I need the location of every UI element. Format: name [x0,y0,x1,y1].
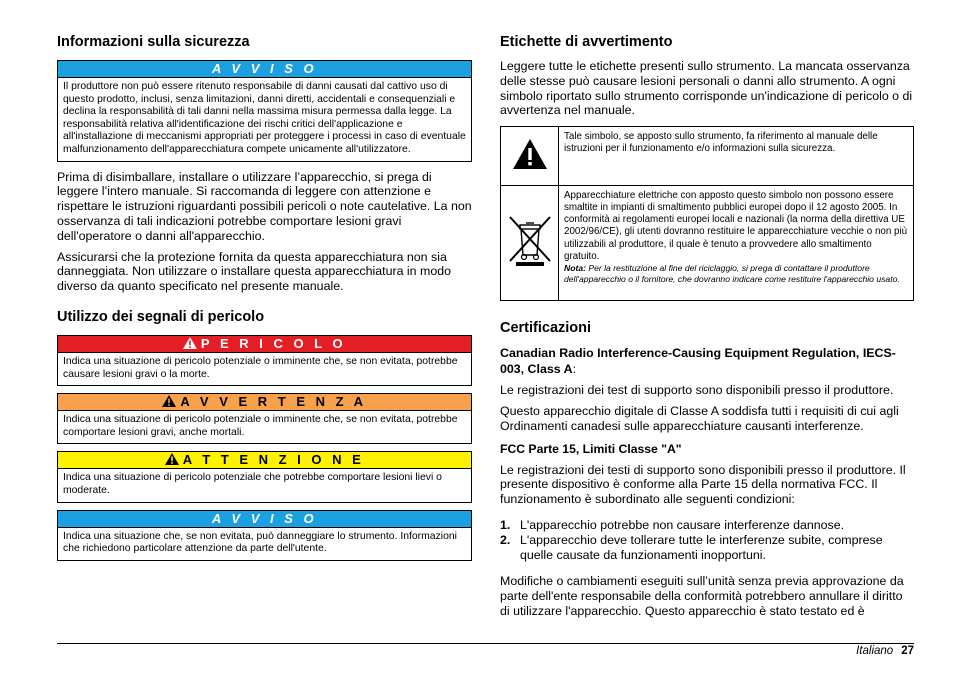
avvertenza-label: A V V E R T E N Z A [180,394,367,410]
list-item [500,533,914,563]
symbol2-text: Apparecchiature elettriche con apposto questo simbolo non possono essere smaltite in impianti di smaltimento pubblici europei dopo il 12 agosto 2005. In conformità ai regolamenti europei locali e nazionali (la norma della direttiva UE 2002/96/CE), gli utenti dovranno restituire le apparecchiature vecchie o non più utilizzabili al produttore, il quale è tenuto a provvedere allo smaltimento gratuito. [564,190,908,262]
list-number: 2. [500,532,511,547]
cert-title: Certificazioni [500,320,592,337]
canada-title-text: Canadian Radio Interference-Causing Equipment Regulation, IECS-003, Class A [500,346,896,377]
symbol1-description: Tale simbolo, se apposto sullo strumento, fa riferimento al manuale delle istruzioni per il funzionamento e/o informazioni sulla sicurezza. [559,127,914,186]
labels-title: Etichette di avvertimento [500,34,673,50]
avviso-body: Il produttore non può essere ritenuto responsabile di danni causati dal cattivo uso di questo prodotto, inclusi, senza limitazioni, danni diretti, accidentali e consequenziali e declina la responsabilità di tali danni nella massima misura permessa dalla legge. La responsabilità relativa all'identificazione dei rischi critici dell'applicazione e all'installazione di meccanismi appropriati per proteggere i processi in caso di eventuale malfunzionamento dell'apparecchiatura compete unicamente all'utilizzatore. [63,81,466,155]
page-number: 27 [901,645,914,657]
pericolo-body: Indica una situazione di pericolo potenziale o imminente che, se non evitata, potrebbe causare lesioni gravi o la morte. [63,355,458,380]
crossed-bin-icon [508,215,552,267]
avvertenza-box [57,393,472,444]
pericolo-header [58,336,471,353]
list-text: L'apparecchio deve tollerare tutte le interferenze subite, comprese quelle causate da funzionamenti inopportuni. [520,532,883,562]
attenzione-header [58,452,471,469]
avviso-box-2 [57,510,472,561]
canada-paragraph-1: Le registrazioni dei test di supporto sono disponibili presso il produttore. [500,383,894,398]
avviso2-body: Indica una situazione che, se non evitata, può danneggiare lo strumento. Informazioni che richiedono particolare attenzione da parte dell'utente. [63,530,457,555]
labels-paragraph: Leggere tutte le etichette presenti sullo strumento. La mancata osservanza delle stesse può causare lesioni personali o danni allo strumento. A ogni simbolo riportato sullo strumento corrisponde un'indicazione di pericolo o di avvertenza nel manuale. [500,59,913,118]
right-column [500,33,914,619]
attenzione-box [57,451,472,502]
paragraph-read-manual: Prima di disimballare, installare o utilizzare l’apparecchio, si prega di leggere l’intero manuale. Si raccomanda di leggere con attenzione e rispettare le istruzioni riguardanti possibili pericoli o note cautelative. La non osservanza di tali indicazioni potrebbe comportare lesioni gravi dell'operatore o danni all'apparecchio. [57,169,472,243]
fcc-title: FCC Parte 15, Limiti Classe "A" [500,441,682,456]
warning-triangle-icon [183,337,197,349]
avviso-header: A V V I S O [58,61,471,78]
note-text: Per la restituzione al fine del riciclaggio, si prega di contattare il produttore dell'apparecchio o il fornitore, che dovranno indicare come restituire l'apparecchio usato. [564,262,900,284]
avvertenza-header [58,394,471,411]
avvertenza-body: Indica una situazione di pericolo potenziale o imminente che, se non evitata, potrebbe comportare lesioni gravi, anche mortali. [63,414,458,438]
canada-paragraph-2: Questo apparecchio digitale di Classe A soddisfa tutti i requisiti di cui agli Ordinamenti canadesi sulle apparecchiature causanti interferenze. [500,403,899,433]
avviso-box [57,60,472,162]
table-row [501,127,914,186]
hazard-title: Utilizzo dei segnali di pericolo [57,308,265,325]
symbol-cell [501,186,559,301]
avviso2-header: A V V I S O [58,511,471,528]
note-label: Nota: [564,262,586,273]
symbol2-description [559,186,914,301]
safety-title: Informazioni sulla sicurezza [57,34,250,50]
conditions-list [500,518,914,562]
paragraph-protection: Assicurarsi che la protezione fornita da questa apparecchiatura non sia danneggiata. Non utilizzare o installare questa apparecchiatura in modo diverso da quanto specificato nel presente manuale. [57,249,451,294]
pericolo-box [57,335,472,386]
canada-title-colon: : [572,362,577,377]
list-item [500,518,914,533]
warning-triangle-icon [165,453,179,465]
table-row [501,186,914,301]
symbol2-note [564,263,908,285]
list-number: 1. [500,517,511,532]
symbol-cell [501,127,559,186]
warning-triangle-icon [512,138,548,170]
warning-symbols-table [500,126,914,301]
fcc-paragraph-1: Le registrazioni dei testi di supporto sono disponibili presso il produttore. Il presente dispositivo è conforme alla Parte 15 della normativa FCC. Il funzionamento è subordinato alle seguenti condizioni: [500,462,906,507]
attenzione-label: A T T E N Z I O N E [182,452,365,468]
list-text: L'apparecchio potrebbe non causare interferenze dannose. [520,517,845,532]
footer-divider [57,643,914,644]
canada-title [500,345,914,377]
footer-language: Italiano [856,645,894,657]
pericolo-label: P E R I C O L O [200,335,347,351]
attenzione-body: Indica una situazione di pericolo potenziale che potrebbe comportare lesioni lievi o moderate. [63,472,442,496]
fcc-paragraph-2: Modifiche o cambiamenti eseguiti sull’unità senza previa approvazione da parte dell'ente responsabile della conformità potrebbero annullare il diritto di utilizzare l'apparecchio. Questo apparecchio è stato testato ed è [500,574,904,618]
left-column [57,33,472,561]
page-footer [856,645,914,657]
warning-triangle-icon [162,395,176,407]
